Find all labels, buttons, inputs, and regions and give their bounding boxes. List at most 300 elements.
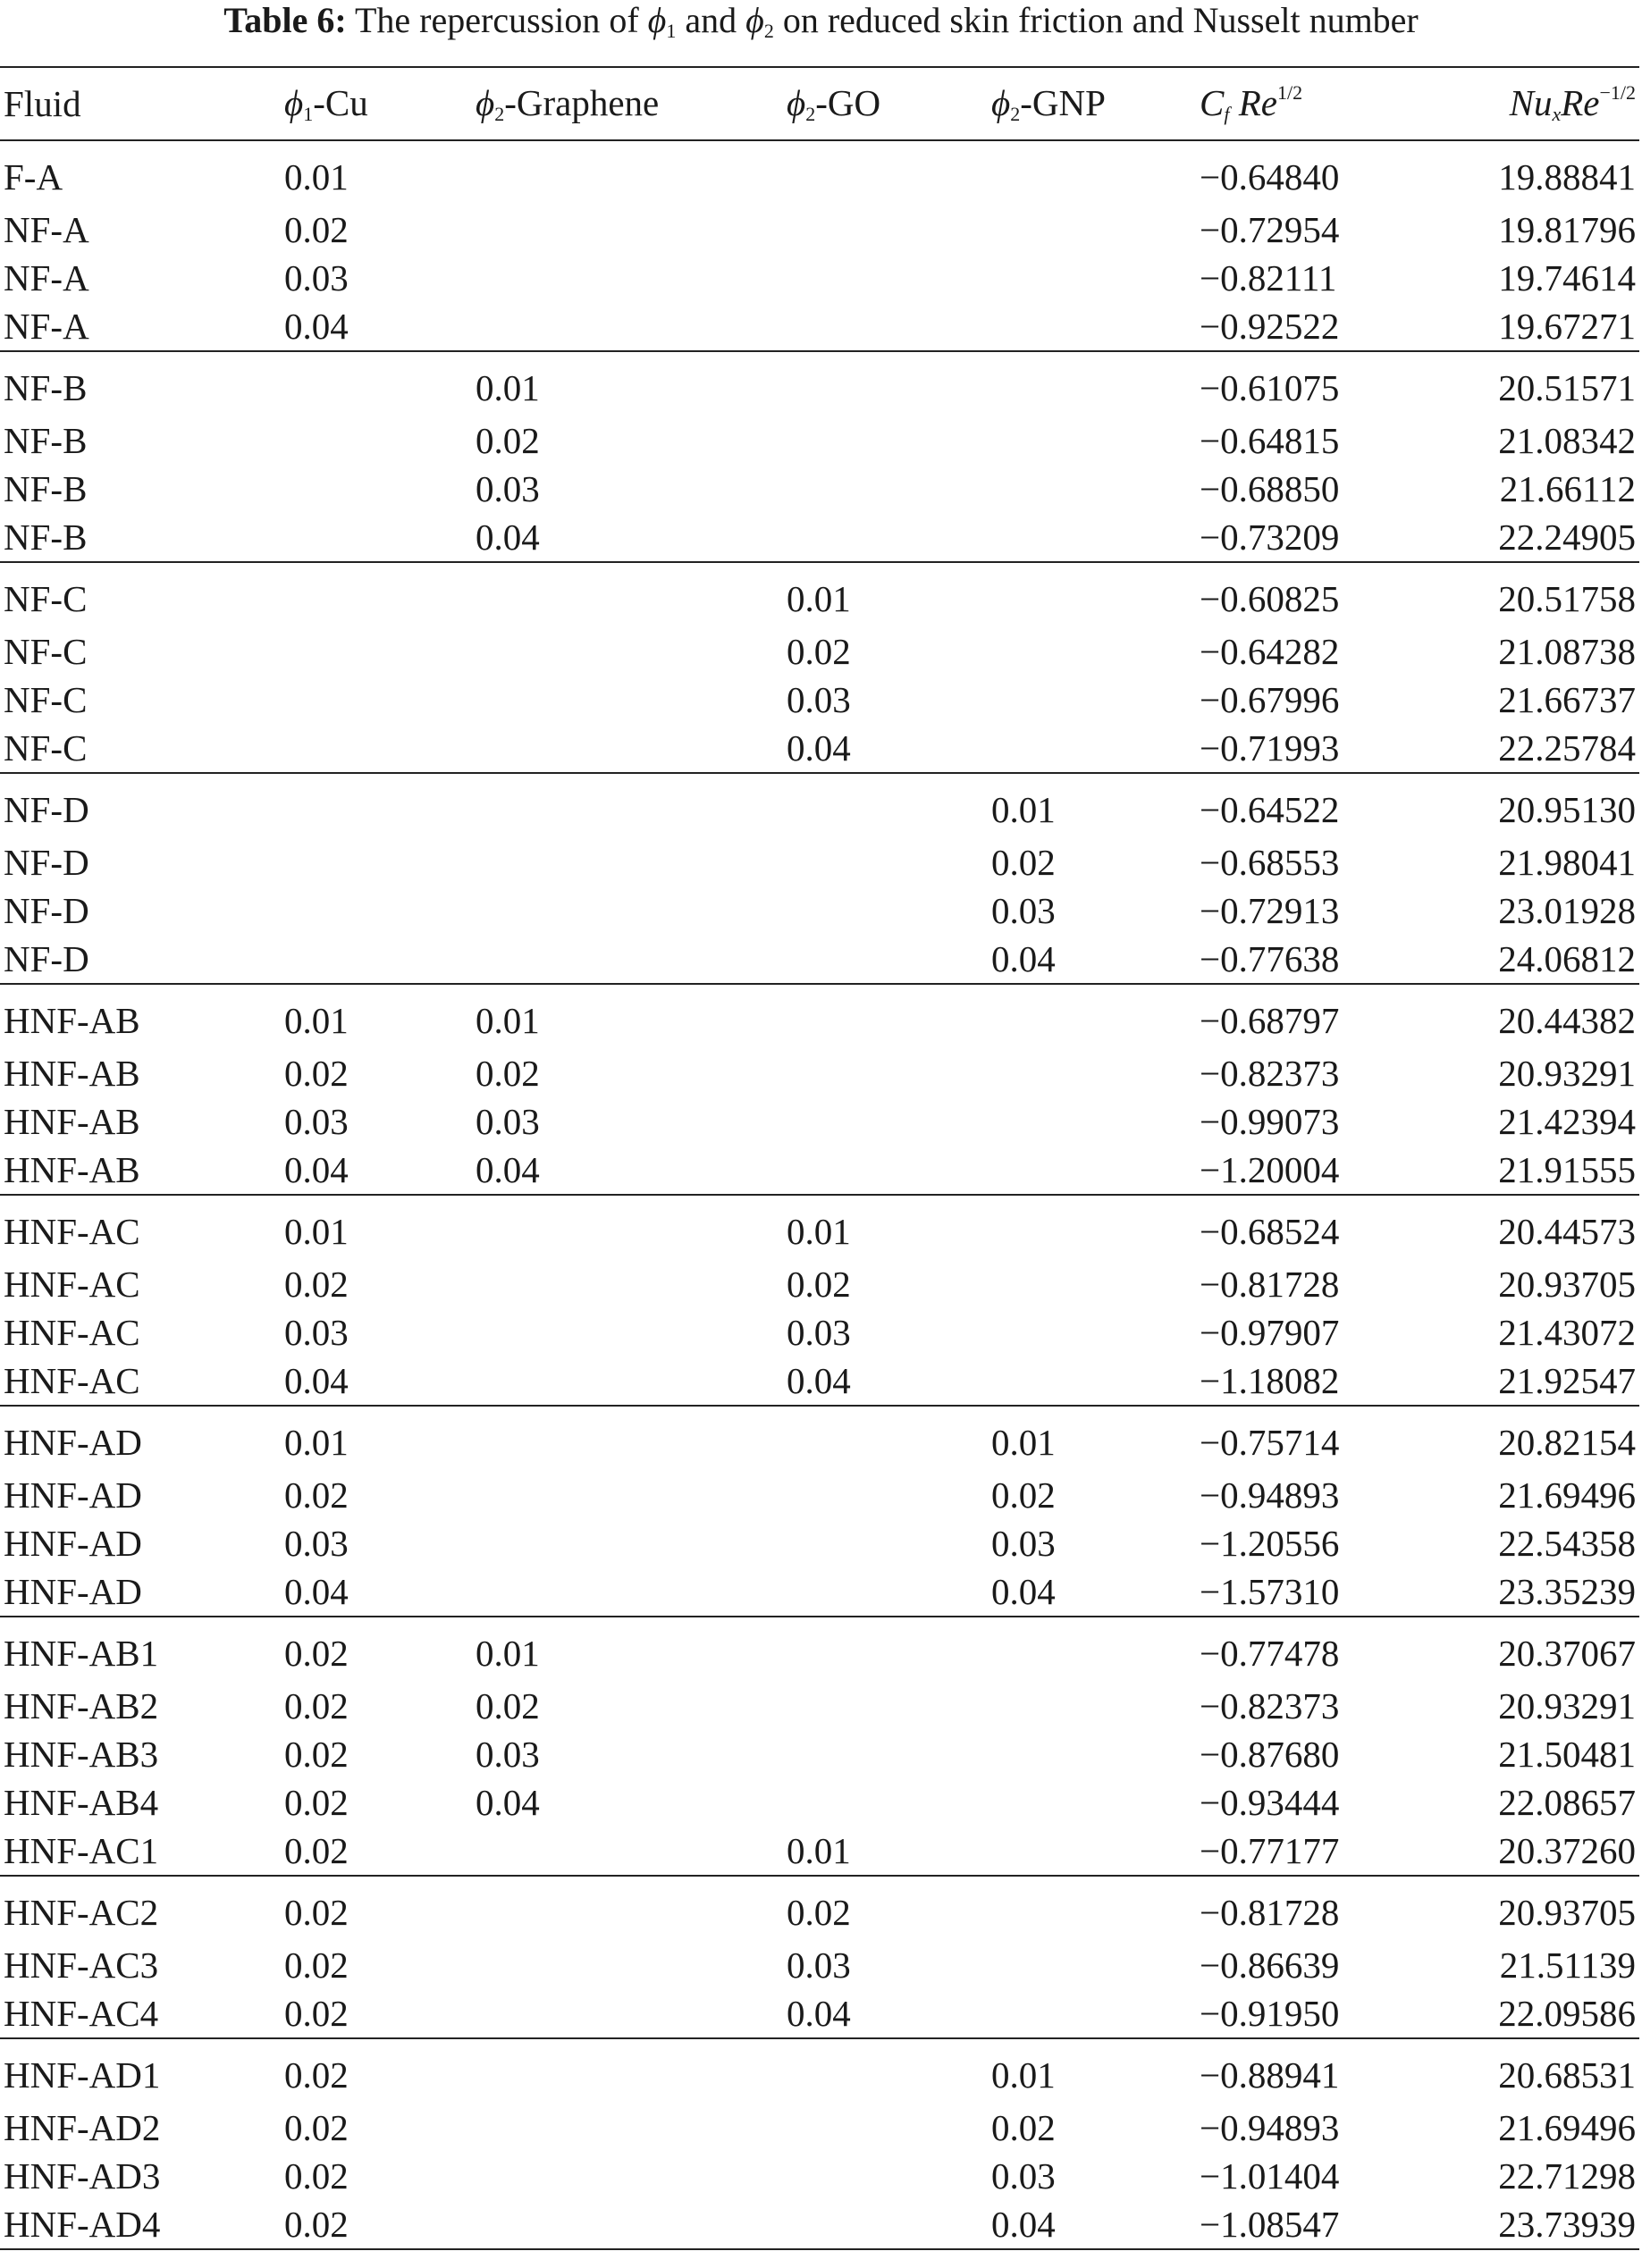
cell-phi2-graphene bbox=[472, 1827, 783, 1876]
cell-phi1-cu: 0.01 bbox=[284, 1211, 349, 1252]
cell-phi2-gnp: 0.01 bbox=[991, 789, 1056, 830]
cell-nusselt: 21.69496 bbox=[1498, 1474, 1636, 1516]
cell-phi2-graphene: 0.04 bbox=[476, 1782, 540, 1823]
cell-phi1-cu: 0.02 bbox=[281, 2200, 472, 2249]
table-row bbox=[0, 1941, 1639, 1989]
cell-phi2-gnp bbox=[988, 1827, 1196, 1876]
cell-phi1-cu bbox=[281, 676, 472, 724]
table-row bbox=[0, 627, 1639, 676]
cell-phi2-gnp bbox=[988, 254, 1196, 302]
cell-phi1-cu bbox=[281, 838, 472, 886]
cell-nusselt: 21.50481 bbox=[1498, 1734, 1636, 1775]
cell-phi1-cu: 0.02 bbox=[284, 1474, 349, 1516]
table-row bbox=[0, 1357, 1639, 1406]
cell-skin-friction: −0.73209 bbox=[1196, 513, 1400, 562]
cell-nusselt: 20.68531 bbox=[1498, 2054, 1636, 2096]
cell-phi2-go: 0.02 bbox=[787, 1264, 851, 1305]
cell-phi2-gnp: 0.02 bbox=[991, 2107, 1056, 2148]
cell-nusselt: 20.37260 bbox=[1400, 1827, 1639, 1876]
cell-skin-friction: −0.99073 bbox=[1200, 1101, 1340, 1142]
cell-phi2-gnp bbox=[988, 1146, 1196, 1195]
table-row bbox=[0, 562, 1639, 627]
cell-phi2-graphene bbox=[472, 773, 783, 838]
cell-fluid: HNF-AC bbox=[4, 1312, 140, 1353]
cell-fluid: HNF-AD bbox=[4, 1422, 142, 1463]
cell-fluid: NF-D bbox=[4, 842, 89, 883]
cell-phi2-gnp: 0.01 bbox=[991, 2054, 1056, 2096]
cell-phi2-go bbox=[783, 2200, 988, 2249]
cell-phi2-go: 0.01 bbox=[787, 578, 851, 619]
cell-phi2-graphene: 0.04 bbox=[472, 1146, 783, 1195]
cell-nusselt: 19.81796 bbox=[1498, 209, 1636, 250]
cell-phi2-graphene bbox=[472, 1357, 783, 1406]
caption-text-post: on reduced skin friction and Nusselt number bbox=[782, 0, 1419, 40]
cell-phi2-graphene bbox=[472, 838, 783, 886]
cell-phi2-graphene bbox=[472, 2152, 783, 2200]
cell-phi2-gnp bbox=[988, 1308, 1196, 1357]
cell-phi1-cu bbox=[281, 351, 472, 416]
table-row bbox=[0, 513, 1639, 562]
cell-phi1-cu bbox=[281, 773, 472, 838]
cell-nusselt: 22.24905 bbox=[1400, 513, 1639, 562]
cell-fluid: NF-B bbox=[4, 420, 88, 461]
cell-nusselt: 20.82154 bbox=[1498, 1422, 1636, 1463]
cell-phi2-gnp: 0.01 bbox=[991, 1422, 1056, 1463]
cell-phi2-graphene bbox=[472, 1567, 783, 1617]
cell-phi1-cu: 0.01 bbox=[284, 156, 349, 197]
cell-phi2-go bbox=[783, 1682, 988, 1730]
cell-phi1-cu: 0.02 bbox=[284, 1264, 349, 1305]
caption-text-pre: The repercussion of bbox=[354, 0, 639, 40]
cell-nusselt: 21.66737 bbox=[1498, 679, 1636, 720]
cell-phi2-go: 0.02 bbox=[787, 631, 851, 672]
table-row bbox=[0, 254, 1639, 302]
cell-phi2-gnp bbox=[988, 416, 1196, 465]
table-row bbox=[0, 2152, 1639, 2200]
cell-skin-friction: −0.77638 bbox=[1196, 935, 1400, 984]
cell-phi2-go bbox=[783, 416, 988, 465]
results-table bbox=[0, 66, 1639, 2250]
cell-phi1-cu: 0.01 bbox=[284, 1000, 349, 1041]
cell-phi2-graphene bbox=[472, 1989, 783, 2038]
cell-nusselt: 22.71298 bbox=[1498, 2155, 1636, 2197]
cell-phi1-cu: 0.03 bbox=[284, 1312, 349, 1353]
cell-nusselt: 21.92547 bbox=[1400, 1357, 1639, 1406]
cell-phi2-graphene bbox=[472, 724, 783, 773]
cell-phi2-go bbox=[783, 773, 988, 838]
cell-nusselt: 22.54358 bbox=[1498, 1523, 1636, 1564]
cell-phi2-go: 0.04 bbox=[783, 724, 988, 773]
cell-fluid: HNF-AC2 bbox=[4, 1892, 159, 1933]
cell-phi2-gnp bbox=[988, 1989, 1196, 2038]
cell-skin-friction: −0.64522 bbox=[1200, 789, 1340, 830]
cell-nusselt: 21.98041 bbox=[1498, 842, 1636, 883]
cell-nusselt: 21.42394 bbox=[1498, 1101, 1636, 1142]
cell-phi2-go: 0.03 bbox=[787, 1312, 851, 1353]
cell-fluid: NF-A bbox=[4, 257, 89, 298]
cell-phi2-gnp: 0.04 bbox=[988, 935, 1196, 984]
cell-fluid: HNF-AC bbox=[0, 1357, 281, 1406]
cell-phi2-go bbox=[783, 2038, 988, 2104]
cell-fluid: HNF-AC4 bbox=[0, 1989, 281, 2038]
cell-phi2-gnp bbox=[988, 1049, 1196, 1097]
cell-phi2-gnp: 0.04 bbox=[988, 1567, 1196, 1617]
cell-fluid: HNF-AB4 bbox=[4, 1782, 159, 1823]
table-row bbox=[0, 140, 1639, 206]
cell-phi2-gnp: 0.03 bbox=[991, 1523, 1056, 1564]
cell-phi2-graphene bbox=[472, 1406, 783, 1471]
cell-skin-friction: −0.64840 bbox=[1200, 156, 1340, 197]
col-header-phi2-graphene: $\phi_2$-Graphene bbox=[472, 67, 783, 140]
cell-phi2-graphene bbox=[472, 935, 783, 984]
cell-phi2-gnp bbox=[988, 676, 1196, 724]
cell-nusselt: 20.44382 bbox=[1498, 1000, 1636, 1041]
cell-nusselt: 19.88841 bbox=[1498, 156, 1636, 197]
cell-phi2-gnp: 0.03 bbox=[991, 2155, 1056, 2197]
cell-nusselt: 20.51758 bbox=[1498, 578, 1636, 619]
cell-phi2-graphene: 0.01 bbox=[476, 1633, 540, 1674]
cell-phi2-go: 0.01 bbox=[787, 1211, 851, 1252]
cell-skin-friction: −1.20556 bbox=[1200, 1523, 1340, 1564]
cell-skin-friction: −0.68850 bbox=[1200, 468, 1340, 509]
cell-phi2-gnp bbox=[988, 1778, 1196, 1827]
cell-phi2-go bbox=[783, 1097, 988, 1146]
cell-skin-friction: −0.68524 bbox=[1200, 1211, 1340, 1252]
cell-phi2-graphene bbox=[472, 1876, 783, 1941]
cell-fluid: NF-D bbox=[4, 890, 89, 931]
col-header-phi2-go: $\phi_2-GO$ bbox=[783, 67, 988, 140]
table-row bbox=[0, 984, 1639, 1049]
cell-nusselt: 20.93291 bbox=[1498, 1053, 1636, 1094]
cell-phi2-go: 0.04 bbox=[783, 1357, 988, 1406]
cell-phi1-cu: 0.04 bbox=[281, 1146, 472, 1195]
cell-skin-friction: −0.64815 bbox=[1200, 420, 1340, 461]
cell-skin-friction: −0.86639 bbox=[1200, 1945, 1340, 1986]
cell-fluid: NF-B bbox=[0, 513, 281, 562]
cell-skin-friction: −0.64282 bbox=[1200, 631, 1340, 672]
table-row bbox=[0, 1827, 1639, 1876]
cell-fluid: NF-D bbox=[0, 935, 281, 984]
cell-phi2-graphene bbox=[472, 1941, 783, 1989]
cell-phi2-graphene bbox=[472, 562, 783, 627]
cell-nusselt: 21.91555 bbox=[1400, 1146, 1639, 1195]
cell-fluid: HNF-AB bbox=[4, 1000, 140, 1041]
table-body bbox=[0, 140, 1639, 2249]
cell-fluid: HNF-AD2 bbox=[4, 2107, 161, 2148]
cell-nusselt: 20.44573 bbox=[1498, 1211, 1636, 1252]
cell-fluid: HNF-AB1 bbox=[4, 1633, 159, 1674]
table-row bbox=[0, 1730, 1639, 1778]
cell-nusselt: 19.67271 bbox=[1400, 302, 1639, 351]
table-row bbox=[0, 1195, 1639, 1260]
cell-skin-friction: −1.20004 bbox=[1196, 1146, 1400, 1195]
cell-fluid: NF-C bbox=[4, 578, 88, 619]
cell-skin-friction: −0.68797 bbox=[1200, 1000, 1340, 1041]
cell-fluid: HNF-AB bbox=[4, 1101, 140, 1142]
cell-phi2-gnp bbox=[988, 206, 1196, 254]
cell-phi2-graphene bbox=[472, 2200, 783, 2249]
cell-phi1-cu: 0.02 bbox=[284, 2054, 349, 2096]
cell-phi1-cu: 0.02 bbox=[284, 1945, 349, 1986]
cell-phi2-gnp bbox=[988, 1260, 1196, 1308]
cell-phi2-graphene: 0.03 bbox=[476, 468, 540, 509]
cell-fluid: NF-A bbox=[0, 302, 281, 351]
cell-phi2-gnp bbox=[988, 513, 1196, 562]
cell-phi2-graphene: 0.01 bbox=[476, 1000, 540, 1041]
cell-skin-friction: −0.77478 bbox=[1200, 1633, 1340, 1674]
table-row bbox=[0, 1617, 1639, 1682]
cell-phi1-cu: 0.02 bbox=[281, 1827, 472, 1876]
cell-phi2-go bbox=[783, 513, 988, 562]
cell-skin-friction: −0.94893 bbox=[1200, 1474, 1340, 1516]
cell-phi1-cu: 0.02 bbox=[284, 1734, 349, 1775]
cell-fluid: NF-C bbox=[4, 631, 88, 672]
cell-phi2-graphene bbox=[472, 2104, 783, 2152]
cell-skin-friction: −1.01404 bbox=[1200, 2155, 1340, 2197]
cell-fluid: HNF-AC1 bbox=[0, 1827, 281, 1876]
cell-skin-friction: −0.97907 bbox=[1200, 1312, 1340, 1353]
table-row bbox=[0, 1682, 1639, 1730]
cell-phi2-go: 0.03 bbox=[787, 679, 851, 720]
cell-phi2-gnp bbox=[988, 562, 1196, 627]
cell-phi2-go bbox=[783, 1146, 988, 1195]
table-row bbox=[0, 1876, 1639, 1941]
cell-phi2-gnp bbox=[988, 1195, 1196, 1260]
cell-skin-friction: −0.75714 bbox=[1200, 1422, 1340, 1463]
cell-phi2-go: 0.04 bbox=[783, 1989, 988, 2038]
caption-phi-2: ϕ bbox=[745, 0, 764, 40]
cell-phi2-graphene bbox=[472, 140, 783, 206]
cell-phi1-cu: 0.02 bbox=[284, 2155, 349, 2197]
cell-fluid: HNF-AB2 bbox=[4, 1685, 159, 1726]
cell-phi1-cu: 0.02 bbox=[284, 2107, 349, 2148]
table-row bbox=[0, 1097, 1639, 1146]
caption-sub-1: 1 bbox=[666, 20, 677, 42]
cell-nusselt: 21.66112 bbox=[1499, 468, 1636, 509]
header-row bbox=[0, 67, 1639, 140]
cell-phi2-go bbox=[783, 206, 988, 254]
cell-skin-friction: −0.61075 bbox=[1200, 367, 1340, 408]
cell-skin-friction: −0.68553 bbox=[1200, 842, 1340, 883]
cell-phi1-cu bbox=[281, 886, 472, 935]
cell-phi2-go: 0.02 bbox=[787, 1892, 851, 1933]
cell-phi2-gnp bbox=[988, 465, 1196, 513]
cell-phi2-graphene bbox=[472, 1195, 783, 1260]
cell-phi2-go bbox=[783, 1406, 988, 1471]
cell-fluid: NF-C bbox=[4, 679, 88, 720]
cell-phi2-go bbox=[783, 465, 988, 513]
cell-fluid: HNF-AD bbox=[0, 1567, 281, 1617]
cell-fluid: HNF-AB bbox=[0, 1146, 281, 1195]
cell-phi2-go bbox=[783, 886, 988, 935]
cell-phi1-cu: 0.02 bbox=[284, 209, 349, 250]
table-row bbox=[0, 838, 1639, 886]
table-caption bbox=[0, 0, 1642, 52]
table-row bbox=[0, 1519, 1639, 1567]
cell-nusselt: 21.51139 bbox=[1499, 1945, 1636, 1986]
cell-skin-friction: −0.87680 bbox=[1200, 1734, 1340, 1775]
cell-phi2-gnp bbox=[988, 1097, 1196, 1146]
table-row bbox=[0, 1049, 1639, 1097]
table-row bbox=[0, 1406, 1639, 1471]
cell-nusselt: 21.69496 bbox=[1498, 2107, 1636, 2148]
cell-fluid: NF-B bbox=[4, 367, 88, 408]
cell-nusselt: 23.73939 bbox=[1400, 2200, 1639, 2249]
cell-phi1-cu bbox=[281, 465, 472, 513]
col-header-phi2-gnp: $\phi_2$-GNP bbox=[988, 67, 1196, 140]
table-row bbox=[0, 1778, 1639, 1827]
cell-nusselt: 23.01928 bbox=[1498, 890, 1636, 931]
cell-phi1-cu: 0.03 bbox=[284, 1101, 349, 1142]
table-row bbox=[0, 465, 1639, 513]
cell-nusselt: 23.35239 bbox=[1400, 1567, 1639, 1617]
cell-nusselt: 22.08657 bbox=[1498, 1782, 1636, 1823]
cell-phi2-gnp bbox=[988, 302, 1196, 351]
cell-nusselt: 21.08738 bbox=[1498, 631, 1636, 672]
cell-phi1-cu bbox=[281, 627, 472, 676]
cell-fluid: HNF-AC bbox=[4, 1264, 140, 1305]
cell-phi2-go bbox=[783, 1049, 988, 1097]
cell-fluid: HNF-AD3 bbox=[4, 2155, 161, 2197]
cell-fluid: NF-D bbox=[4, 789, 89, 830]
cell-phi2-go bbox=[783, 1730, 988, 1778]
cell-phi2-go bbox=[783, 984, 988, 1049]
cell-skin-friction: −0.92522 bbox=[1196, 302, 1400, 351]
cell-phi2-graphene: 0.01 bbox=[476, 367, 540, 408]
cell-phi2-go bbox=[783, 351, 988, 416]
cell-skin-friction: −0.82373 bbox=[1200, 1685, 1340, 1726]
table-row bbox=[0, 1260, 1639, 1308]
cell-phi2-go bbox=[783, 935, 988, 984]
cell-skin-friction: −0.72954 bbox=[1200, 209, 1340, 250]
cell-skin-friction: −0.82373 bbox=[1200, 1053, 1340, 1094]
cell-nusselt: 22.09586 bbox=[1400, 1989, 1639, 2038]
cell-skin-friction: −0.88941 bbox=[1200, 2054, 1340, 2096]
cell-skin-friction: −0.67996 bbox=[1200, 679, 1340, 720]
cell-skin-friction: −0.77177 bbox=[1196, 1827, 1400, 1876]
cell-skin-friction: −0.60825 bbox=[1200, 578, 1340, 619]
cell-skin-friction: −0.91950 bbox=[1196, 1989, 1400, 2038]
caption-phi-1: ϕ bbox=[647, 0, 667, 40]
table-row bbox=[0, 2104, 1639, 2152]
cell-phi2-gnp bbox=[988, 140, 1196, 206]
cell-phi2-graphene bbox=[472, 676, 783, 724]
cell-nusselt: 20.51571 bbox=[1498, 367, 1636, 408]
cell-phi1-cu: 0.04 bbox=[281, 302, 472, 351]
cell-phi2-go bbox=[783, 140, 988, 206]
cell-phi2-gnp bbox=[988, 351, 1196, 416]
cell-phi1-cu bbox=[281, 416, 472, 465]
caption-and: and bbox=[685, 0, 737, 40]
cell-phi2-gnp bbox=[988, 1730, 1196, 1778]
cell-phi2-graphene bbox=[472, 2038, 783, 2104]
cell-skin-friction: −1.18082 bbox=[1196, 1357, 1400, 1406]
table-row bbox=[0, 1989, 1639, 2038]
table-row bbox=[0, 676, 1639, 724]
table-row bbox=[0, 302, 1639, 351]
table-row bbox=[0, 1567, 1639, 1617]
cell-skin-friction: −1.08547 bbox=[1196, 2200, 1400, 2249]
cell-nusselt: 20.93705 bbox=[1498, 1264, 1636, 1305]
cell-fluid: NF-C bbox=[0, 724, 281, 773]
cell-fluid: HNF-AB3 bbox=[4, 1734, 159, 1775]
cell-fluid: HNF-AC3 bbox=[4, 1945, 159, 1986]
cell-phi2-graphene bbox=[472, 1308, 783, 1357]
cell-phi2-graphene bbox=[472, 302, 783, 351]
col-header-phi1-cu: $\phi_1-Cu$ bbox=[281, 67, 472, 140]
cell-skin-friction: −0.94893 bbox=[1200, 2107, 1340, 2148]
cell-phi2-graphene: 0.02 bbox=[476, 420, 540, 461]
cell-phi2-gnp bbox=[988, 1876, 1196, 1941]
cell-phi2-go bbox=[783, 1567, 988, 1617]
cell-phi1-cu bbox=[281, 935, 472, 984]
table-header bbox=[0, 67, 1639, 140]
table-row bbox=[0, 886, 1639, 935]
cell-phi2-go bbox=[783, 1778, 988, 1827]
cell-skin-friction: −0.81728 bbox=[1200, 1264, 1340, 1305]
cell-fluid: F-A bbox=[4, 156, 63, 197]
cell-nusselt: 20.95130 bbox=[1498, 789, 1636, 830]
cell-fluid: HNF-AB bbox=[4, 1053, 140, 1094]
cell-phi2-go bbox=[783, 2152, 988, 2200]
cell-phi2-graphene: 0.03 bbox=[476, 1734, 540, 1775]
cell-skin-friction: −0.72913 bbox=[1200, 890, 1340, 931]
cell-phi2-gnp: 0.04 bbox=[988, 2200, 1196, 2249]
cell-skin-friction: −0.82111 bbox=[1200, 257, 1337, 298]
cell-phi2-go bbox=[783, 1519, 988, 1567]
cell-phi1-cu: 0.04 bbox=[281, 1357, 472, 1406]
cell-phi1-cu bbox=[281, 562, 472, 627]
table-row bbox=[0, 1471, 1639, 1519]
cell-phi2-go bbox=[783, 1617, 988, 1682]
cell-nusselt: 22.25784 bbox=[1400, 724, 1639, 773]
table-row bbox=[0, 1308, 1639, 1357]
table-row bbox=[0, 773, 1639, 838]
cell-phi2-graphene bbox=[472, 1471, 783, 1519]
cell-nusselt: 20.93705 bbox=[1498, 1892, 1636, 1933]
cell-phi1-cu: 0.03 bbox=[284, 257, 349, 298]
caption-sub-2: 2 bbox=[763, 20, 774, 42]
table-row bbox=[0, 2200, 1639, 2249]
cell-skin-friction: −0.93444 bbox=[1200, 1782, 1340, 1823]
cell-fluid: HNF-AD4 bbox=[0, 2200, 281, 2249]
cell-phi2-gnp: 0.02 bbox=[991, 1474, 1056, 1516]
cell-nusselt: 20.93291 bbox=[1498, 1685, 1636, 1726]
cell-fluid: NF-B bbox=[4, 468, 88, 509]
cell-nusselt: 24.06812 bbox=[1400, 935, 1639, 984]
cell-phi2-gnp bbox=[988, 1357, 1196, 1406]
cell-fluid: HNF-AD bbox=[4, 1523, 142, 1564]
cell-phi2-gnp: 0.02 bbox=[991, 842, 1056, 883]
cell-phi2-gnp bbox=[988, 1682, 1196, 1730]
cell-phi2-graphene bbox=[472, 1519, 783, 1567]
table-row bbox=[0, 2038, 1639, 2104]
cell-skin-friction: −1.57310 bbox=[1196, 1567, 1400, 1617]
table-row bbox=[0, 206, 1639, 254]
cell-phi1-cu: 0.02 bbox=[281, 1989, 472, 2038]
cell-phi2-graphene bbox=[472, 206, 783, 254]
cell-fluid: HNF-AC bbox=[4, 1211, 140, 1252]
cell-nusselt: 20.37067 bbox=[1498, 1633, 1636, 1674]
cell-phi1-cu bbox=[281, 724, 472, 773]
col-header-fluid: Fluid bbox=[0, 67, 281, 140]
cell-skin-friction: −0.81728 bbox=[1200, 1892, 1340, 1933]
cell-phi1-cu: 0.02 bbox=[284, 1685, 349, 1726]
cell-phi2-graphene bbox=[472, 1260, 783, 1308]
table-row bbox=[0, 1146, 1639, 1195]
cell-phi2-graphene: 0.04 bbox=[472, 513, 783, 562]
cell-phi2-gnp: 0.03 bbox=[991, 890, 1056, 931]
